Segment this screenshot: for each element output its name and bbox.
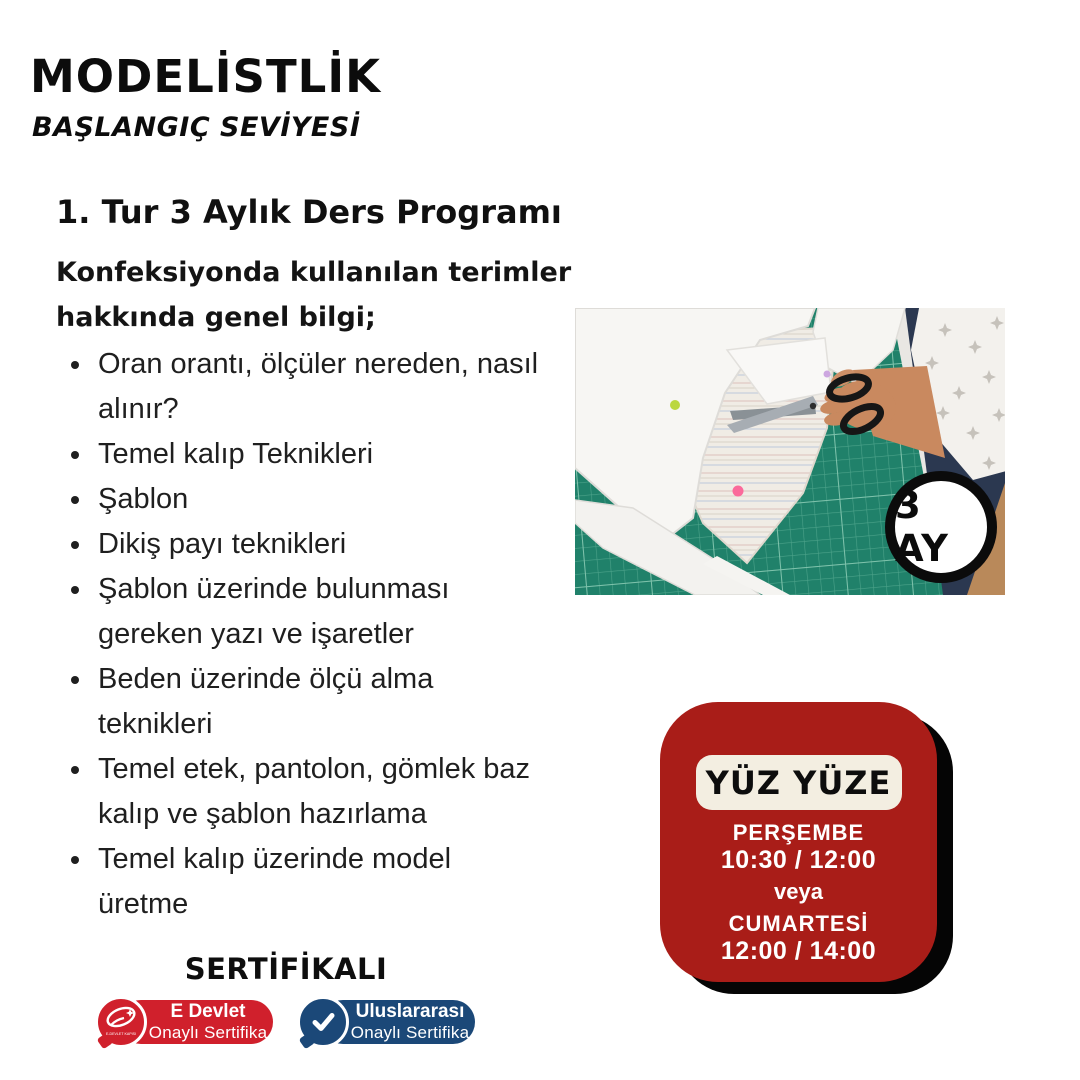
program-intro-line2: hakkında genel bilgi; (56, 302, 376, 333)
schedule-day-1: PERŞEMBE (732, 820, 865, 845)
checkmark-icon (297, 996, 349, 1048)
duration-badge (885, 471, 997, 583)
program-heading: 1. Tur 3 Aylık Ders Programı (56, 193, 562, 231)
mode-pill (696, 755, 902, 810)
schedule-lines (660, 819, 937, 965)
duration-badge-label: 3 AY (895, 484, 949, 570)
list-item: • Temel etek, pantolon, gömlek baz kalıp ve şablon hazırlama (94, 747, 540, 837)
list-item: • Temel kalıp Teknikleri (94, 432, 540, 477)
e-devlet-badge (95, 996, 273, 1048)
nail-polish (824, 371, 831, 378)
badge-line2: Onaylı Sertifika (350, 1023, 470, 1043)
badge-line2: Onaylı Sertifika (148, 1023, 268, 1043)
international-badge (297, 996, 475, 1048)
page-subtitle: BAŞLANGIÇ SEVİYESİ (32, 112, 361, 143)
pin-pink-center (733, 486, 744, 497)
program-intro (56, 250, 616, 340)
badge-line1: Uluslararası (355, 1001, 465, 1023)
list-item: • Şablon üzerinde bulunması gereken yazı ve işaretler (94, 567, 540, 657)
schedule-time-2: 12:00 / 14:00 (720, 937, 877, 965)
svg-text:E-DEVLET KAPISI: E-DEVLET KAPISI (105, 1032, 137, 1036)
e-devlet-logo-icon (95, 996, 147, 1048)
page-title: MODELİSTLİK (30, 50, 381, 103)
schedule-or: veya (774, 879, 823, 904)
list-item: • Temel kalıp üzerinde model üretme (94, 837, 540, 927)
schedule-card (660, 702, 937, 982)
list-item: • Beden üzerinde ölçü alma teknikleri (94, 657, 540, 747)
badge-line1: E Devlet (170, 1001, 246, 1023)
program-intro-line1: Konfeksiyonda kullanılan terimler (56, 257, 572, 288)
list-item: • Şablon (94, 477, 540, 522)
certification-heading: SERTİFİKALI (184, 952, 388, 986)
list-item: • Dikiş payı teknikleri (94, 522, 540, 567)
mode-label: YÜZ YÜZE (705, 763, 892, 802)
schedule-day-2: CUMARTESİ (728, 911, 869, 936)
pin-green (670, 400, 680, 410)
list-item: • Oran orantı, ölçüler nereden, nasıl alınır? (94, 342, 540, 432)
program-item-list (62, 342, 540, 927)
schedule-time-1: 10:30 / 12:00 (720, 846, 877, 874)
